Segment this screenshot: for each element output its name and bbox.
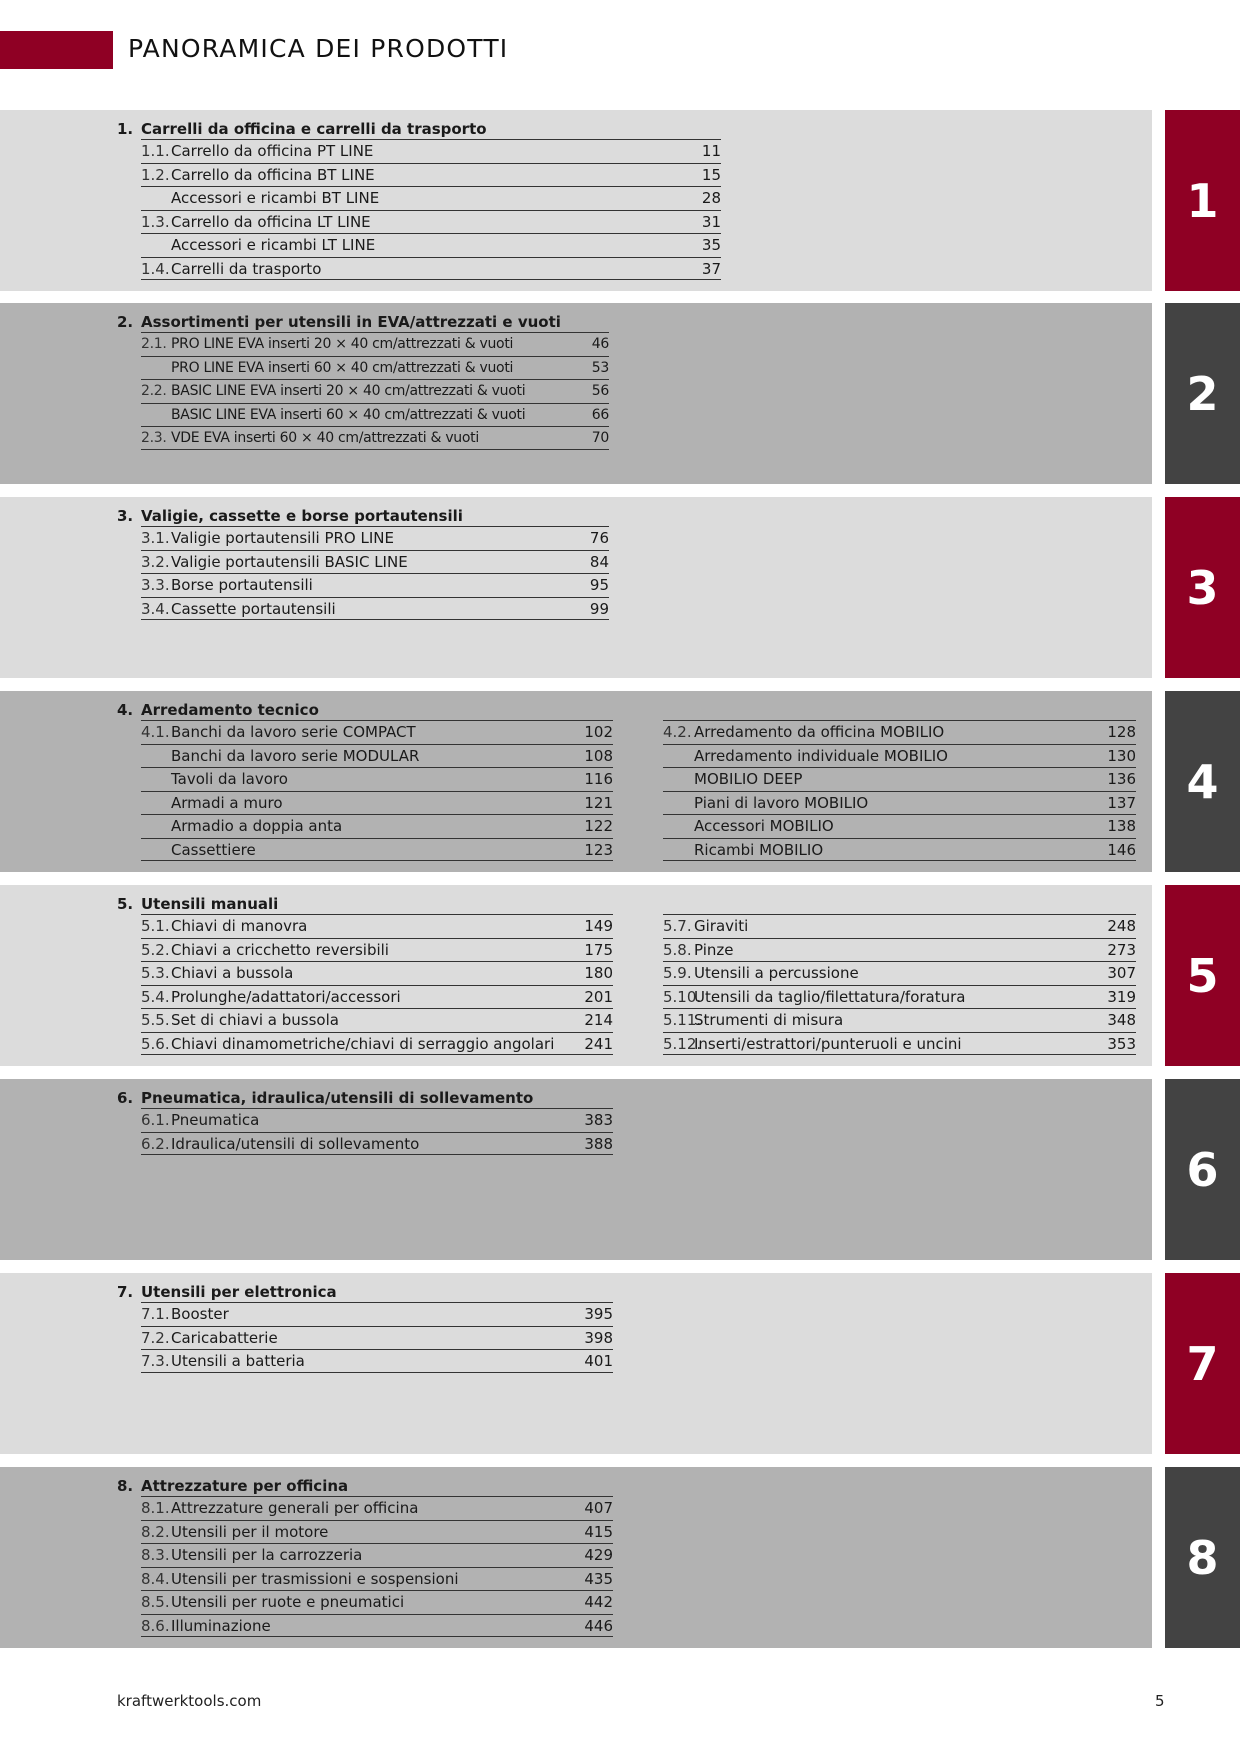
entry-page-number: 66 xyxy=(591,406,609,423)
entry-number: 8.3. xyxy=(141,1546,170,1564)
section-number: 6. xyxy=(117,1089,134,1107)
entry-number: 5.1. xyxy=(141,917,170,935)
entry-page-number: 11 xyxy=(701,142,721,160)
entry-label: Accessori e ricambi BT LINE xyxy=(171,189,380,207)
entry-number: 7.2. xyxy=(141,1328,170,1347)
entry-label: Idraulica/utensili di sollevamento xyxy=(171,1134,420,1153)
entry-label: Utensili a batteria xyxy=(171,1352,305,1370)
entry-label: Utensili a percussione xyxy=(694,964,859,982)
entry-label: MOBILIO DEEP xyxy=(694,770,803,788)
entry-label: Booster xyxy=(171,1305,229,1323)
entry-number: 5.6. xyxy=(141,1034,170,1053)
entry-number: 4.2. xyxy=(663,723,692,741)
entry-page-number: 348 xyxy=(1107,1011,1136,1029)
entry-label: Strumenti di misura xyxy=(694,1011,844,1029)
entry-label: Carrello da officina LT LINE xyxy=(171,212,371,231)
header-accent-bar xyxy=(0,31,113,69)
entry-page-number: 273 xyxy=(1107,940,1136,959)
section-number: 3. xyxy=(117,507,134,525)
toc-column-right xyxy=(663,720,1136,861)
section-number: 8. xyxy=(117,1477,134,1495)
entry-page-number: 46 xyxy=(591,336,609,352)
entry-number: 5.11. xyxy=(663,1011,702,1029)
entry-page-number: 307 xyxy=(1107,964,1136,982)
toc-entry[interactable] xyxy=(141,814,613,838)
entry-number: 8.6. xyxy=(141,1616,170,1635)
toc-entry[interactable] xyxy=(663,791,1136,815)
entry-page-number: 248 xyxy=(1107,917,1136,935)
entry-number: 8.4. xyxy=(141,1569,170,1588)
entry-page-number: 401 xyxy=(584,1352,613,1370)
entry-number: 7.3. xyxy=(141,1352,170,1370)
toc-entry[interactable] xyxy=(141,1520,613,1544)
toc-entry[interactable] xyxy=(141,186,721,210)
entry-label: Set di chiavi a bussola xyxy=(171,1011,339,1029)
toc-entry[interactable] xyxy=(141,1543,613,1567)
entry-page-number: 76 xyxy=(589,529,609,547)
entry-number: 1.3. xyxy=(141,212,170,231)
entry-number: 8.2. xyxy=(141,1522,170,1541)
entry-label: Prolunghe/adattatori/accessori xyxy=(171,987,401,1006)
toc-entry[interactable] xyxy=(141,1326,613,1350)
entry-page-number: 99 xyxy=(589,599,609,618)
toc-entry[interactable] xyxy=(141,938,613,962)
section-title-text: Attrezzature per officina xyxy=(141,1477,349,1495)
entry-label: Carrello da officina BT LINE xyxy=(171,165,375,184)
entry-page-number: 138 xyxy=(1107,817,1136,835)
toc-entry[interactable] xyxy=(663,985,1136,1009)
entry-number: 2.2. xyxy=(141,383,167,399)
entry-label: Cassettiere xyxy=(171,840,256,859)
toc-entry[interactable] xyxy=(663,838,1136,862)
toc-entry[interactable] xyxy=(141,356,609,380)
toc-entry[interactable] xyxy=(141,838,613,862)
section-number: 4. xyxy=(117,701,134,719)
entry-page-number: 128 xyxy=(1107,723,1136,741)
chapter-tab-3[interactable]: 3 xyxy=(1165,497,1240,678)
toc-entry[interactable] xyxy=(141,1590,613,1614)
entry-number: 3.4. xyxy=(141,599,170,618)
chapter-tab-4[interactable]: 4 xyxy=(1165,691,1240,872)
section-title xyxy=(117,895,278,913)
entry-label: Ricambi MOBILIO xyxy=(694,840,824,859)
section-title-text: Pneumatica, idraulica/utensili di sollevamento xyxy=(141,1089,534,1107)
entry-label: PRO LINE EVA inserti 60 × 40 cm/attrezzati & vuoti xyxy=(171,359,514,376)
entry-page-number: 319 xyxy=(1107,987,1136,1006)
section-title xyxy=(117,1089,533,1107)
entry-number: 6.1. xyxy=(141,1111,170,1129)
chapter-tab-1[interactable]: 1 xyxy=(1165,110,1240,291)
toc-entry[interactable] xyxy=(663,814,1136,838)
entry-page-number: 149 xyxy=(584,917,613,935)
entry-number: 1.2. xyxy=(141,165,170,184)
entry-page-number: 395 xyxy=(584,1305,613,1323)
entry-label: Utensili per trasmissioni e sospensioni xyxy=(171,1569,459,1588)
entry-label: BASIC LINE EVA inserti 20 × 40 cm/attrezzati & vuoti xyxy=(171,383,526,399)
section-title xyxy=(117,1477,348,1495)
entry-page-number: 28 xyxy=(701,189,721,207)
entry-page-number: 175 xyxy=(584,940,613,959)
section-title xyxy=(117,120,487,138)
entry-page-number: 95 xyxy=(589,576,609,594)
entry-number: 5.7. xyxy=(663,917,692,935)
entry-label: Attrezzature generali per officina xyxy=(171,1499,419,1517)
toc-entry[interactable] xyxy=(663,767,1136,791)
entry-label: Chiavi a bussola xyxy=(171,964,294,982)
section-title-text: Utensili manuali xyxy=(141,895,279,913)
entry-page-number: 102 xyxy=(584,723,613,741)
entry-label: Utensili per ruote e pneumatici xyxy=(171,1593,405,1611)
entry-label: Accessori MOBILIO xyxy=(694,817,834,835)
entry-label: Borse portautensili xyxy=(171,576,313,594)
entry-label: Giraviti xyxy=(694,917,749,935)
entry-number: 1.1. xyxy=(141,142,170,160)
section-title-text: Assortimenti per utensili in EVA/attrezzati e vuoti xyxy=(141,313,561,331)
toc-entry[interactable] xyxy=(141,1032,613,1056)
section-title xyxy=(117,1283,337,1301)
toc-column-left xyxy=(141,1108,613,1155)
entry-label: Pinze xyxy=(694,940,734,959)
entry-label: PRO LINE EVA inserti 20 × 40 cm/attrezzati & vuoti xyxy=(171,336,514,352)
toc-column-left xyxy=(141,139,721,280)
chapter-tab-2[interactable]: 2 xyxy=(1165,303,1240,484)
toc-entry[interactable] xyxy=(141,914,613,938)
toc-entry[interactable] xyxy=(141,1108,613,1132)
toc-section-3 xyxy=(0,497,1152,678)
entry-label: Inserti/estrattori/punteruoli e uncini xyxy=(694,1034,962,1053)
toc-entry[interactable] xyxy=(141,791,613,815)
toc-entry[interactable] xyxy=(141,426,609,450)
entry-number: 2.3. xyxy=(141,430,167,446)
entry-label: Caricabatterie xyxy=(171,1328,278,1347)
entry-label: Chiavi di manovra xyxy=(171,917,308,935)
entry-page-number: 442 xyxy=(584,1593,613,1611)
entry-number: 4.1. xyxy=(141,723,170,741)
entry-label: Carrello da officina PT LINE xyxy=(171,142,374,160)
toc-column-left xyxy=(141,1496,613,1637)
entry-page-number: 121 xyxy=(584,793,613,812)
entry-page-number: 214 xyxy=(584,1011,613,1029)
entry-page-number: 429 xyxy=(584,1546,613,1564)
entry-label: Chiavi dinamometriche/chiavi di serraggio angolari xyxy=(171,1034,555,1053)
entry-page-number: 53 xyxy=(591,359,609,376)
toc-entry[interactable] xyxy=(141,1614,613,1638)
section-title xyxy=(117,313,561,331)
entry-page-number: 353 xyxy=(1107,1034,1136,1053)
toc-entry[interactable] xyxy=(663,1008,1136,1032)
entry-number: 5.9. xyxy=(663,964,692,982)
toc-entry[interactable] xyxy=(141,210,721,234)
entry-page-number: 136 xyxy=(1107,770,1136,788)
toc-entry[interactable] xyxy=(141,233,721,257)
entry-page-number: 407 xyxy=(584,1499,613,1517)
toc-entry[interactable] xyxy=(141,139,721,163)
entry-label: VDE EVA inserti 60 × 40 cm/attrezzati & vuoti xyxy=(171,430,479,446)
entry-page-number: 383 xyxy=(584,1111,613,1129)
toc-entry[interactable] xyxy=(141,573,609,597)
entry-label: Pneumatica xyxy=(171,1111,260,1129)
entry-page-number: 31 xyxy=(701,212,721,231)
entry-page-number: 123 xyxy=(584,840,613,859)
entry-label: Valigie portautensili BASIC LINE xyxy=(171,552,408,571)
entry-label: Utensili per il motore xyxy=(171,1522,329,1541)
entry-number: 6.2. xyxy=(141,1134,170,1153)
entry-page-number: 108 xyxy=(584,746,613,765)
section-number: 2. xyxy=(117,313,134,331)
toc-entry[interactable] xyxy=(141,767,613,791)
toc-entry[interactable] xyxy=(141,257,721,281)
section-number: 7. xyxy=(117,1283,134,1301)
toc-entry[interactable] xyxy=(141,1008,613,1032)
entry-page-number: 37 xyxy=(701,259,721,278)
entry-number: 3.1. xyxy=(141,529,170,547)
entry-label: Cassette portautensili xyxy=(171,599,336,618)
entry-label: Accessori e ricambi LT LINE xyxy=(171,236,376,254)
toc-entry[interactable] xyxy=(141,163,721,187)
entry-label: Banchi da lavoro serie MODULAR xyxy=(171,746,420,765)
toc-entry[interactable] xyxy=(141,1132,613,1156)
toc-entry[interactable] xyxy=(663,938,1136,962)
toc-column-left xyxy=(141,526,609,620)
entry-page-number: 180 xyxy=(584,964,613,982)
entry-page-number: 146 xyxy=(1107,840,1136,859)
toc-section-4 xyxy=(0,691,1152,872)
chapter-tab-6[interactable]: 6 xyxy=(1165,1079,1240,1260)
entry-number: 8.1. xyxy=(141,1499,170,1517)
entry-number: 5.5. xyxy=(141,1011,170,1029)
toc-entry[interactable] xyxy=(141,379,609,403)
entry-label: Tavoli da lavoro xyxy=(171,770,288,788)
toc-entry[interactable] xyxy=(663,914,1136,938)
section-title xyxy=(117,507,463,525)
toc-entry[interactable] xyxy=(141,403,609,427)
toc-section-1 xyxy=(0,110,1152,291)
entry-page-number: 84 xyxy=(589,552,609,571)
entry-number: 5.8. xyxy=(663,940,692,959)
toc-entry[interactable] xyxy=(663,1032,1136,1056)
toc-section-6 xyxy=(0,1079,1152,1260)
toc-entry[interactable] xyxy=(663,961,1136,985)
toc-entry[interactable] xyxy=(141,1567,613,1591)
entry-number: 5.4. xyxy=(141,987,170,1006)
entry-page-number: 56 xyxy=(591,383,609,399)
entry-number: 2.1. xyxy=(141,336,167,352)
footer-page-number: 5 xyxy=(1155,1692,1165,1710)
page-title: PANORAMICA DEI PRODOTTI xyxy=(128,34,509,63)
toc-section-2 xyxy=(0,303,1152,484)
entry-number: 7.1. xyxy=(141,1305,170,1323)
entry-number: 5.2. xyxy=(141,940,170,959)
section-title-text: Arredamento tecnico xyxy=(141,701,319,719)
entry-label: Utensili da taglio/filettatura/foratura xyxy=(694,987,966,1006)
entry-label: Valigie portautensili PRO LINE xyxy=(171,529,394,547)
toc-column-right xyxy=(663,914,1136,1055)
toc-section-5 xyxy=(0,885,1152,1066)
entry-label: BASIC LINE EVA inserti 60 × 40 cm/attrezzati & vuoti xyxy=(171,406,526,423)
entry-label: Chiavi a cricchetto reversibili xyxy=(171,940,389,959)
entry-page-number: 241 xyxy=(584,1034,613,1053)
toc-column-left xyxy=(141,1302,613,1373)
entry-number: 5.12. xyxy=(663,1034,702,1053)
entry-number: 5.10. xyxy=(663,987,702,1006)
entry-page-number: 137 xyxy=(1107,793,1136,812)
toc-entry[interactable] xyxy=(141,332,609,356)
entry-page-number: 435 xyxy=(584,1569,613,1588)
entry-number: 8.5. xyxy=(141,1593,170,1611)
entry-label: Carrelli da trasporto xyxy=(171,259,322,278)
toc-entry[interactable] xyxy=(141,550,609,574)
entry-label: Armadi a muro xyxy=(171,793,283,812)
toc-section-8 xyxy=(0,1467,1152,1648)
toc-entry[interactable] xyxy=(663,744,1136,768)
section-number: 1. xyxy=(117,120,134,138)
section-title-text: Valigie, cassette e borse portautensili xyxy=(141,507,463,525)
chapter-tab-7[interactable]: 7 xyxy=(1165,1273,1240,1454)
entry-label: Banchi da lavoro serie COMPACT xyxy=(171,723,416,741)
toc-column-left xyxy=(141,332,609,450)
section-title-text: Carrelli da officina e carrelli da trasporto xyxy=(141,120,487,138)
toc-entry[interactable] xyxy=(141,597,609,621)
entry-page-number: 446 xyxy=(584,1616,613,1635)
toc-entry[interactable] xyxy=(141,1302,613,1326)
entry-number: 3.2. xyxy=(141,552,170,571)
toc-column-left xyxy=(141,914,613,1055)
toc-entry[interactable] xyxy=(663,720,1136,744)
entry-label: Piani di lavoro MOBILIO xyxy=(694,793,869,812)
entry-page-number: 415 xyxy=(584,1522,613,1541)
toc-section-7 xyxy=(0,1273,1152,1454)
toc-column-left xyxy=(141,720,613,861)
toc-entry[interactable] xyxy=(141,961,613,985)
section-title-text: Utensili per elettronica xyxy=(141,1283,337,1301)
entry-number: 3.3. xyxy=(141,576,170,594)
toc-entry[interactable] xyxy=(141,526,609,550)
entry-page-number: 116 xyxy=(584,770,613,788)
section-number: 5. xyxy=(117,895,134,913)
toc-entry[interactable] xyxy=(141,1496,613,1520)
entry-page-number: 130 xyxy=(1107,746,1136,765)
entry-label: Arredamento individuale MOBILIO xyxy=(694,746,948,765)
footer-website[interactable]: kraftwerktools.com xyxy=(117,1692,262,1710)
chapter-tab-5[interactable]: 5 xyxy=(1165,885,1240,1066)
entry-label: Armadio a doppia anta xyxy=(171,817,343,835)
entry-label: Arredamento da officina MOBILIO xyxy=(694,723,945,741)
entry-number: 1.4. xyxy=(141,259,170,278)
entry-number: 5.3. xyxy=(141,964,170,982)
entry-page-number: 15 xyxy=(701,165,721,184)
chapter-tab-8[interactable]: 8 xyxy=(1165,1467,1240,1648)
entry-label: Illuminazione xyxy=(171,1616,271,1635)
toc-entry[interactable] xyxy=(141,744,613,768)
section-title xyxy=(117,701,319,719)
entry-page-number: 398 xyxy=(584,1328,613,1347)
entry-page-number: 201 xyxy=(584,987,613,1006)
entry-page-number: 122 xyxy=(584,817,613,835)
entry-label: Utensili per la carrozzeria xyxy=(171,1546,363,1564)
entry-page-number: 35 xyxy=(701,236,721,254)
toc-entry[interactable] xyxy=(141,720,613,744)
toc-entry[interactable] xyxy=(141,1349,613,1373)
toc-entry[interactable] xyxy=(141,985,613,1009)
entry-page-number: 70 xyxy=(591,430,609,446)
entry-page-number: 388 xyxy=(584,1134,613,1153)
